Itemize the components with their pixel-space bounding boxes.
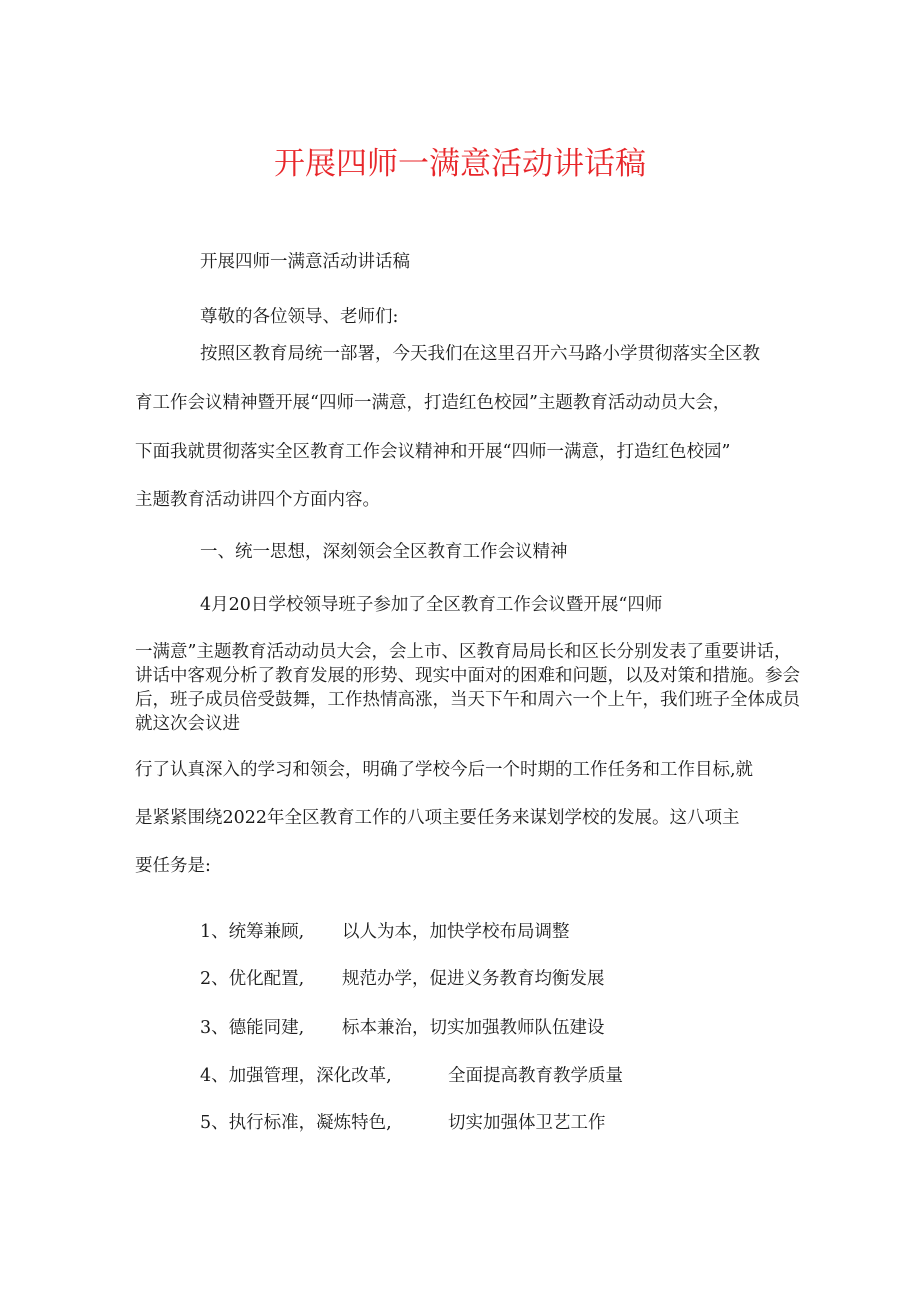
task-item-detail: 规范办学，促进义务教育均衡发展 (342, 969, 605, 989)
paragraph-line: 要任务是: (135, 856, 211, 876)
document-subtitle: 开展四师一满意活动讲话稿 (200, 252, 410, 272)
paragraph-line: 是紧紧围绕2022年全区教育工作的八项主要任务来谋划学校的发展。这八项主 (135, 808, 740, 828)
greeting: 尊敬的各位领导、老师们: (200, 307, 399, 327)
paragraph-line: 育工作会议精神暨开展“四师一满意，打造红色校园”主题教育活动动员大会， (135, 393, 731, 413)
task-item-lead: 4、加强管理，深化改革, (200, 1066, 392, 1086)
document-title: 开展四师一满意活动讲话稿 (274, 146, 646, 182)
task-item-detail: 全面提高教育教学质量 (448, 1066, 623, 1086)
section-heading: 一、统一思想，深刻领会全区教育工作会议精神 (200, 542, 568, 562)
task-item-lead: 3、德能同建, (200, 1018, 305, 1038)
task-item-lead: 5、执行标准，凝炼特色, (200, 1113, 392, 1133)
task-item-lead: 1、统筹兼顾, (200, 922, 305, 942)
paragraph-line: 4月20日学校领导班子参加了全区教育工作会议暨开展“四师 (200, 595, 663, 615)
task-item-detail: 标本兼治，切实加强教师队伍建设 (342, 1018, 605, 1038)
paragraph-line: 按照区教育局统一部署，今天我们在这里召开六马路小学贯彻落实全区教 (200, 344, 760, 364)
paragraph-line: 主题教育活动讲四个方面内容。 (135, 490, 380, 510)
paragraph-line: 行了认真深入的学习和领会，明确了学校今后一个时期的工作任务和工作目标,就 (135, 760, 754, 780)
paragraph-line: 下面我就贯彻落实全区教育工作会议精神和开展“四师一满意，打造红色校园” (135, 442, 731, 462)
task-item-detail: 切实加强体卫艺工作 (448, 1113, 606, 1133)
task-item-detail: 以人为本，加快学校布局调整 (342, 922, 570, 942)
task-item-lead: 2、优化配置, (200, 969, 305, 989)
paragraph-block: 一满意”主题教育活动动员大会，会上市、区教育局局长和区长分别发表了重要讲话，讲话中客观分析了教育发展的形势、现实中面对的困难和问题，以及对策和措施。参会后，班子成员倍受鼓舞，工作热情高涨，当天下午和周六一个上午，我们班子全体成员就这次会议进 (135, 642, 800, 734)
